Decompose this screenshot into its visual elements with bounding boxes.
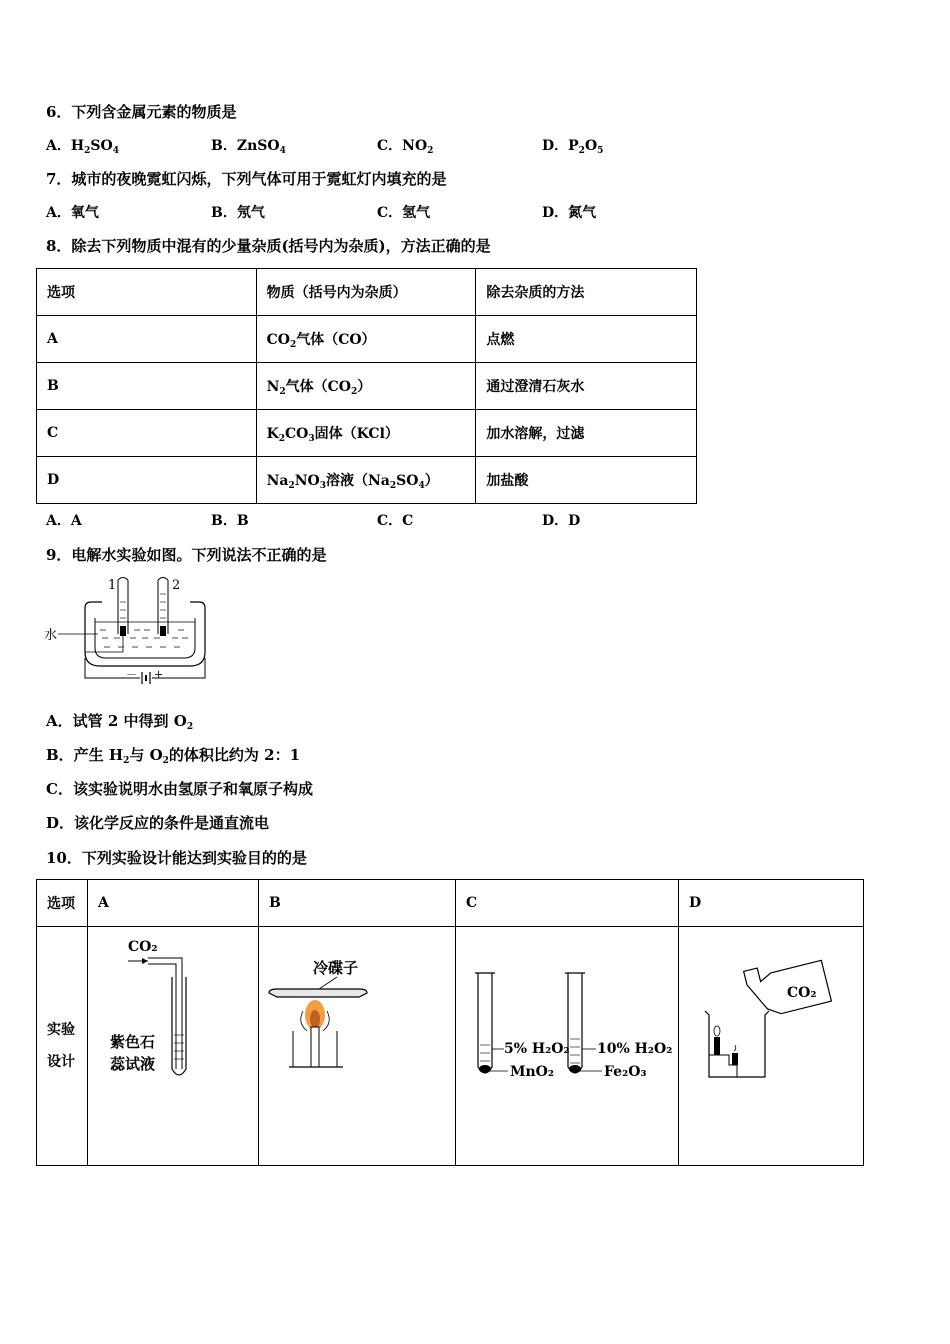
- q8-row-d: [37, 457, 697, 504]
- fig-c-right-solid-label: Fe₂O₃: [604, 1064, 647, 1080]
- q8-header-row: [37, 269, 697, 316]
- battery-positive-label: +: [154, 668, 164, 681]
- q8-stem: 8．除去下列物质中混有的少量杂质(括号内为杂质)，方法正确的是: [46, 237, 491, 255]
- q8-row-c: [37, 410, 697, 457]
- fig-b-candle: [311, 1027, 319, 1067]
- q8-header-method: 除去杂质的方法: [476, 269, 697, 316]
- q7-option-b[interactable]: B．氖气: [211, 205, 265, 221]
- q9-option-b[interactable]: B．产生 $H_2$与 $O_2$的体积比约为 2：1: [46, 746, 301, 766]
- q9-option-d[interactable]: D．该化学反应的条件是通直流电: [46, 814, 270, 832]
- q8-row-option: D: [37, 457, 257, 504]
- fig-a-arrow-icon: [142, 958, 148, 964]
- fig-c-left-solid-label: MnO₂: [510, 1064, 555, 1080]
- water-dashes: [100, 630, 188, 647]
- electrode-2: [160, 626, 166, 636]
- q10-header-a: A: [88, 880, 259, 927]
- q10-stem: 10．下列实验设计能达到实验目的的是: [46, 849, 307, 867]
- fig-c-right-liquid-label: 10% H₂O₂: [597, 1041, 673, 1057]
- q8-row-method: 加盐酸: [476, 457, 697, 504]
- q8-row-substance: $K_2CO_3$固体（KCl）: [256, 410, 476, 457]
- q10-header-option: 选项: [37, 880, 88, 927]
- q10-cell-d: [679, 927, 864, 1166]
- tube-2-label: 2: [172, 578, 181, 593]
- q8-row-b: [37, 363, 697, 410]
- q6-option-a[interactable]: A．$H_2SO_4$: [46, 138, 119, 156]
- q10-cell-b: [259, 927, 456, 1166]
- q8-option-a[interactable]: A．A: [46, 513, 82, 529]
- fig-a-test-tube: [172, 977, 186, 1075]
- figure-c-h2o2-catalysts: [456, 927, 678, 1161]
- q8-row-option: B: [37, 363, 257, 410]
- fig-d-candle-high: [714, 1037, 720, 1055]
- water-label: 水: [44, 628, 58, 643]
- fig-d-gas-label: CO₂: [787, 985, 817, 1001]
- q10-header-b: B: [259, 880, 456, 927]
- fig-c-right-tube: [568, 973, 582, 1073]
- q8-row-substance: $N_2$气体$(CO_2)$: [256, 363, 476, 410]
- q8-row-method: 加水溶解，过滤: [476, 410, 697, 457]
- q10-design-row: [37, 927, 864, 1166]
- q6-option-c[interactable]: C．$NO_2$: [377, 138, 434, 156]
- q8-row-option: A: [37, 316, 257, 363]
- q9-stem: 9．电解水实验如图。下列说法不正确的是: [46, 546, 327, 564]
- q6-option-b[interactable]: B．ZnSO$_4$: [211, 138, 286, 156]
- q10-cell-a: [88, 927, 259, 1166]
- q10-row-label-line1: 实验: [47, 1022, 75, 1038]
- q10-header-c: C: [456, 880, 679, 927]
- electrode-1: [120, 626, 126, 636]
- q8-row-option: C: [37, 410, 257, 457]
- figure-d-co2-candles: [679, 927, 863, 1161]
- q8-option-b[interactable]: B．B: [211, 513, 249, 529]
- q6-option-d[interactable]: D．$P_2O_5$: [542, 138, 604, 156]
- fig-a-gas-label: CO₂: [128, 939, 158, 955]
- q7-stem: 7．城市的夜晚霓虹闪烁，下列气体可用于霓虹灯内填充的是: [46, 170, 447, 188]
- q8-options: [46, 511, 746, 531]
- fig-c-left-tube: [478, 973, 492, 1073]
- q8-row-method: 通过澄清石灰水: [476, 363, 697, 410]
- q10-cell-c: [456, 927, 679, 1166]
- q6-stem: 6．下列含金属元素的物质是: [46, 103, 237, 121]
- figure-a-co2-litmus: [88, 927, 258, 1161]
- q9-option-c[interactable]: C．该实验说明水由氢原子和氧原子构成: [46, 780, 313, 798]
- q10-header-d: D: [679, 880, 864, 927]
- tube-1-label: 1: [108, 578, 117, 593]
- q8-row-substance: $Na_2NO_3$溶液$(Na_2SO_4)$: [256, 457, 476, 504]
- tube-2: [158, 578, 168, 635]
- fig-b-plate-label: 冷碟子: [313, 959, 359, 977]
- q7-options: [46, 203, 746, 223]
- electrolysis-diagram: [40, 572, 220, 690]
- q8-row-method: 点燃: [476, 316, 697, 363]
- fig-a-delivery-tube: [148, 958, 182, 1069]
- q8-option-c[interactable]: C．C: [377, 513, 414, 529]
- fig-c-left-liquid-label: 5% H₂O₂: [504, 1041, 570, 1057]
- q7-option-c[interactable]: C．氢气: [377, 205, 431, 221]
- q8-table: [36, 268, 697, 504]
- q10-table: [36, 879, 864, 1166]
- trough-outer: [85, 602, 205, 666]
- figure-b-candle-plate: [259, 927, 455, 1161]
- q10-row-label: [37, 927, 88, 1166]
- q9-option-a[interactable]: A．试管 2 中得到 $O_2$: [46, 712, 194, 732]
- fig-b-cold-plate: [269, 989, 367, 997]
- q8-header-substance: 物质（括号内为杂质）: [256, 269, 476, 316]
- tube-1: [118, 578, 128, 635]
- q7-option-a[interactable]: A．氧气: [46, 205, 99, 221]
- q7-option-d[interactable]: D．氮气: [542, 205, 597, 221]
- q6-options: [46, 136, 746, 156]
- battery-negative-label: －: [126, 668, 137, 681]
- q8-option-d[interactable]: D．D: [542, 513, 581, 529]
- q10-header-row: [37, 880, 864, 927]
- q8-row-a: [37, 316, 697, 363]
- q8-row-substance: $CO_2$气体（CO）: [256, 316, 476, 363]
- fig-a-liquid-label-2: 蕊试液: [110, 1055, 156, 1073]
- q8-header-option: 选项: [37, 269, 257, 316]
- fig-d-candle-low: [732, 1053, 738, 1065]
- q10-row-label-line2: 设计: [47, 1054, 75, 1070]
- fig-a-liquid-label-1: 紫色石: [110, 1033, 156, 1051]
